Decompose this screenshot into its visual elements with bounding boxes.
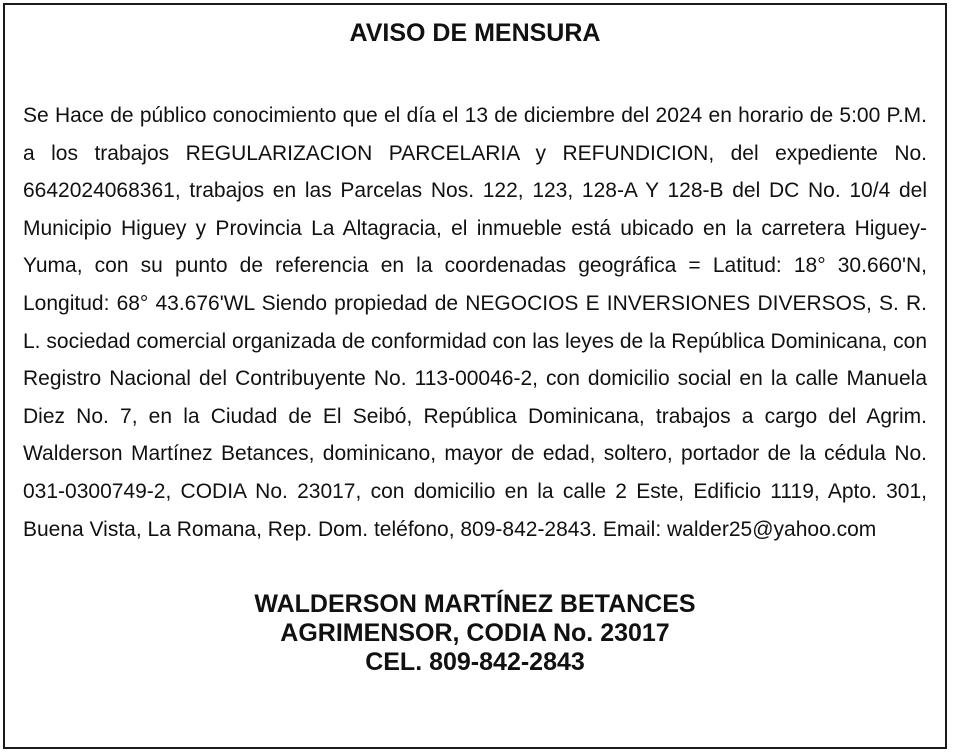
signature-role: AGRIMENSOR, CODIA No. 23017 [280,619,670,648]
signature-block [23,590,927,677]
notice-body: Se Hace de público conocimiento que el día el 13 de diciembre del 2024 en horario de 5:00 P.M. a los trabajos REGULARIZACION PARCELARIA y REFUNDICION, del expediente No. 6642024068361, trabajos en las Parcelas Nos. 122, 123, 128-A Y 128-B del DC No. 10/4 del Municipio Higuey y Provincia La Altagracia, el inmueble está ubicado en la carretera Higuey-Yuma, con su punto de referencia en la coordenadas geográfica = Latitud: 18° 30.660'N, Longitud: 68° 43.676'WL Siendo propiedad de NEGOCIOS E INVERSIONES DIVERSOS, S. R. L. sociedad comercial organizada de conformidad con las leyes de la República Dominicana, con Registro Nacional del Contribuyente No. 113-00046-2, con domicilio social en la calle Manuela Diez No. 7, en la Ciudad de El Seibó, República Dominicana, trabajos a cargo del Agrim. Walderson Martínez Betances, dominicano, mayor de edad, soltero, portador de la cédula No. 031-0300749-2, CODIA No. 23017, con domicilio en la calle 2 Este, Edificio 1119, Apto. 301, Buena Vista, La Romana, Rep. Dom. teléfono, 809-842-2843. Email: walder25@yahoo.com [23,104,927,541]
signature-name: WALDERSON MARTÍNEZ BETANCES [254,590,696,619]
notice-box [3,3,947,749]
notice-title: AVISO DE MENSURA [349,19,601,47]
signature-phone: CEL. 809-842-2843 [365,648,585,677]
